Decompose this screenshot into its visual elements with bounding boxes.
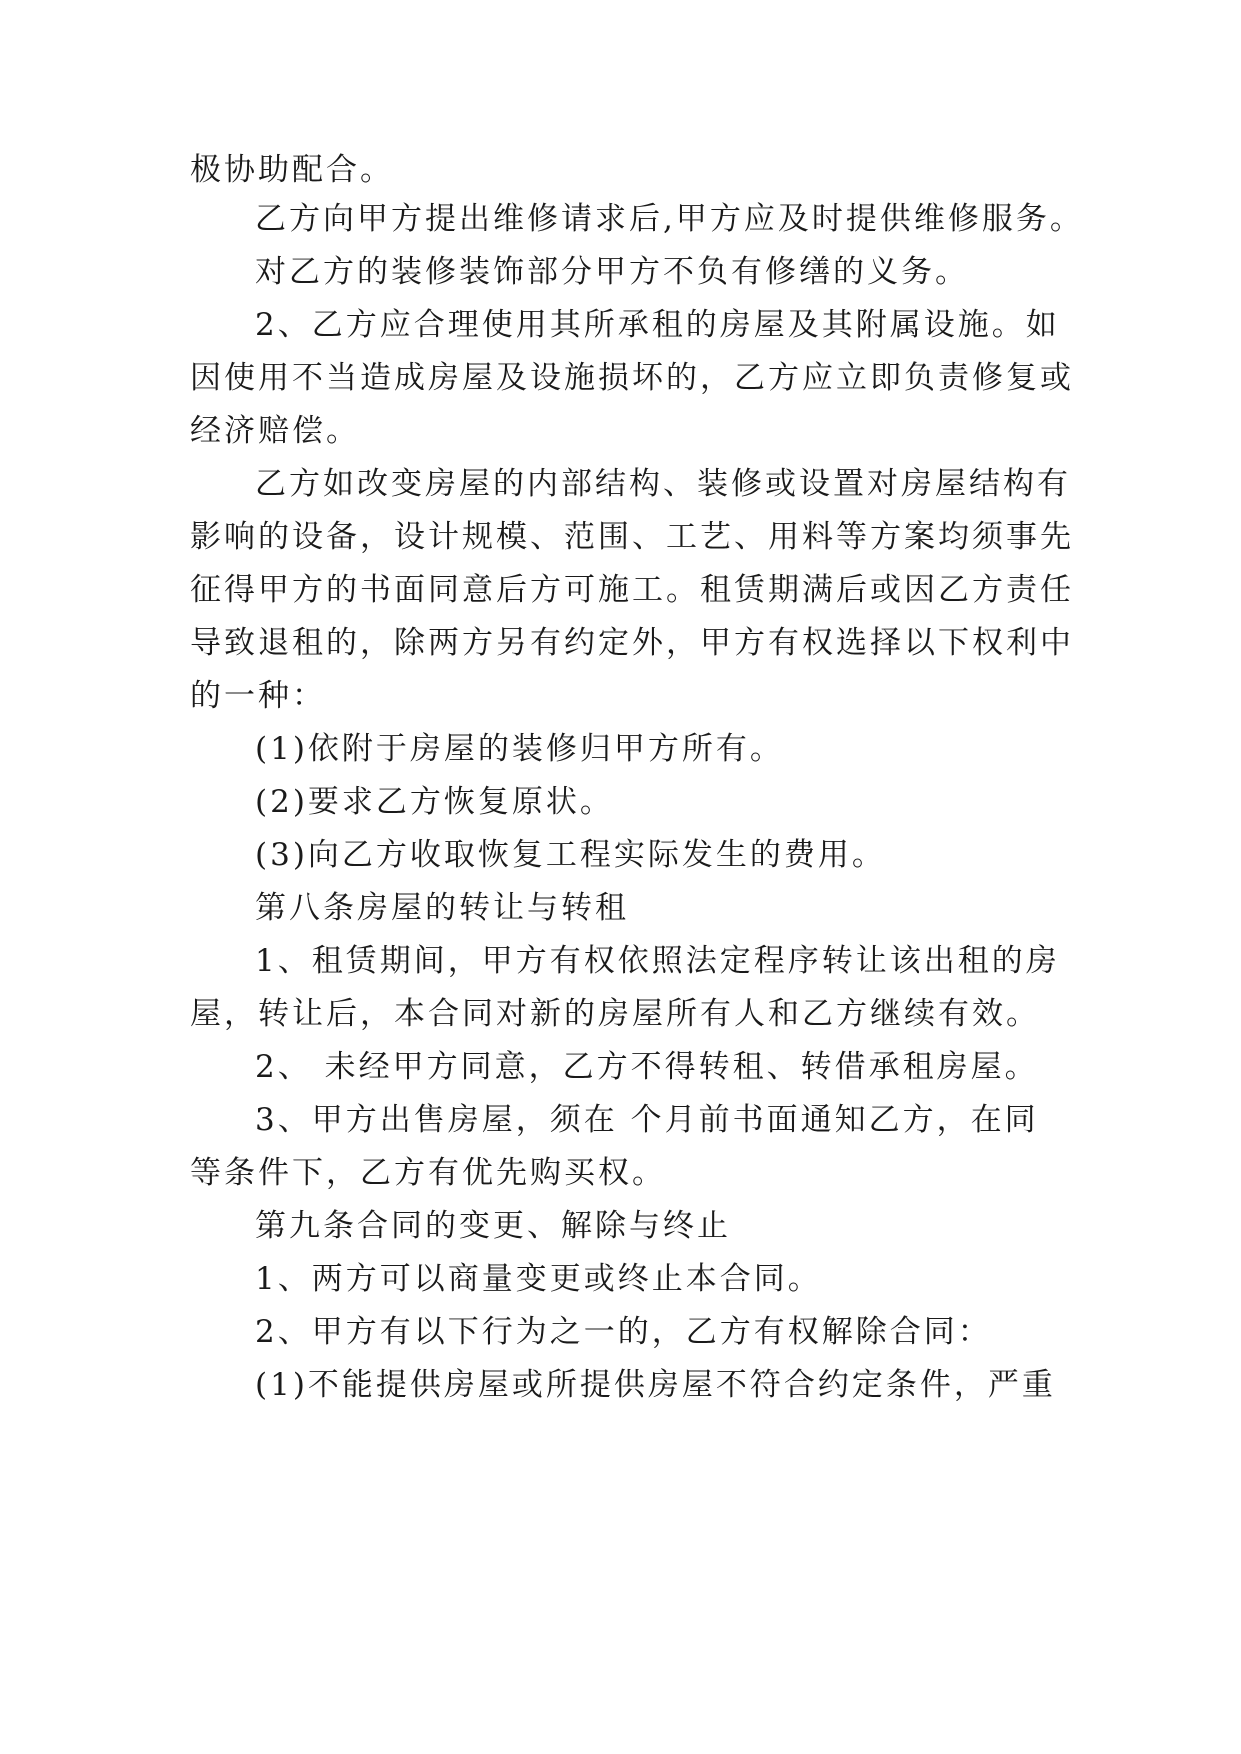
text-line: (3)向乙方收取恢复工程实际发生的费用。 (255, 837, 886, 873)
text-line: 2、乙方应合理使用其所承租的房屋及其附属设施。如 (255, 307, 1060, 343)
text-line: 1、租赁期间，甲方有权依照法定程序转让该出租的房 (255, 943, 1060, 979)
text-line: 2、 未经甲方同意，乙方不得转租、转借承租房屋。 (255, 1049, 1039, 1085)
text-line: 1、两方可以商量变更或终止本合同。 (255, 1261, 822, 1297)
text-line: 导致退租的，除两方另有约定外，甲方有权选择以下权利中 (190, 625, 1074, 661)
text-line: 2、甲方有以下行为之一的，乙方有权解除合同： (255, 1314, 992, 1350)
text-line: 影响的设备，设计规模、范围、工艺、用料等方案均须事先 (190, 519, 1074, 555)
section-heading: 第九条合同的变更、解除与终止 (255, 1208, 731, 1244)
text-line: (2)要求乙方恢复原状。 (255, 784, 614, 820)
text-line: 征得甲方的书面同意后方可施工。租赁期满后或因乙方责任 (190, 572, 1074, 608)
text-line: 乙方如改变房屋的内部结构、装修或设置对房屋结构有 (255, 466, 1071, 502)
text-line: 3、甲方出售房屋，须在 个月前书面通知乙方，在同 (255, 1102, 1039, 1138)
section-heading: 第八条房屋的转让与转租 (255, 890, 629, 926)
text-line: 经济赔偿。 (190, 413, 360, 449)
text-line: (1)依附于房屋的装修归甲方所有。 (255, 731, 784, 767)
text-line: 屋，转让后，本合同对新的房屋所有人和乙方继续有效。 (190, 996, 1040, 1032)
text-line: 的一种： (190, 678, 326, 714)
text-line: 乙方向甲方提出维修请求后,甲方应及时提供维修服务。 (255, 201, 1084, 237)
text-line: 等条件下，乙方有优先购买权。 (190, 1155, 666, 1191)
text-line: 极协助配合。 (190, 152, 394, 188)
text-line: 对乙方的装修装饰部分甲方不负有修缮的义务。 (255, 254, 969, 290)
text-line: (1)不能提供房屋或所提供房屋不符合约定条件，严重 (255, 1367, 1056, 1403)
text-line: 因使用不当造成房屋及设施损坏的，乙方应立即负责修复或 (190, 360, 1074, 396)
